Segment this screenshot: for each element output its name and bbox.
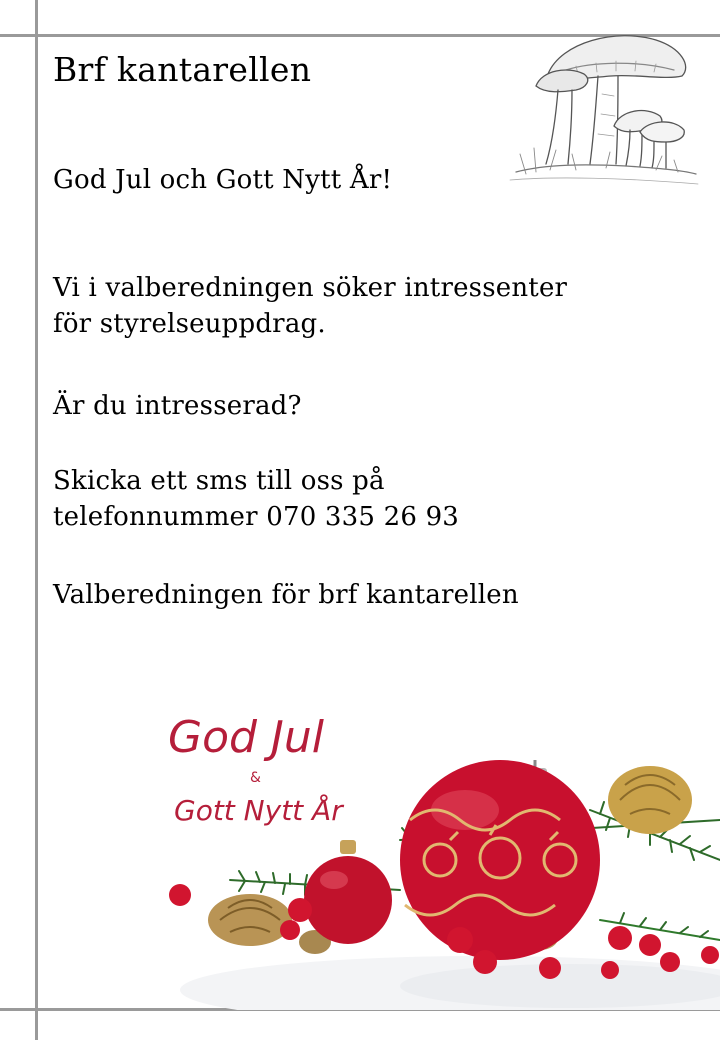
contact-line-2: telefonnummer 070 335 26 93 [53,502,460,532]
script-god-jul: God Jul [168,712,325,763]
greeting-text: God Jul och Gott Nytt År! [53,165,393,195]
recruit-line-2: för styrelseuppdrag. [53,309,326,339]
left-rule [35,0,38,1040]
script-gott-nytt-ar: Gott Nytt År [174,794,343,827]
page-title: Brf kantarellen [53,50,312,89]
recruit-line-1: Vi i valberedningen söker intressenter [53,273,568,303]
signature-text: Valberedningen för brf kantarellen [53,580,519,610]
contact-line-1: Skicka ett sms till oss på [53,466,385,496]
mushroom-sketch-icon [506,14,702,210]
contact-paragraph [53,463,459,535]
recruit-paragraph [53,270,567,342]
script-amp: & [250,770,261,786]
question-text: Är du intresserad? [53,391,302,421]
christmas-ornament-icon [150,690,720,1010]
